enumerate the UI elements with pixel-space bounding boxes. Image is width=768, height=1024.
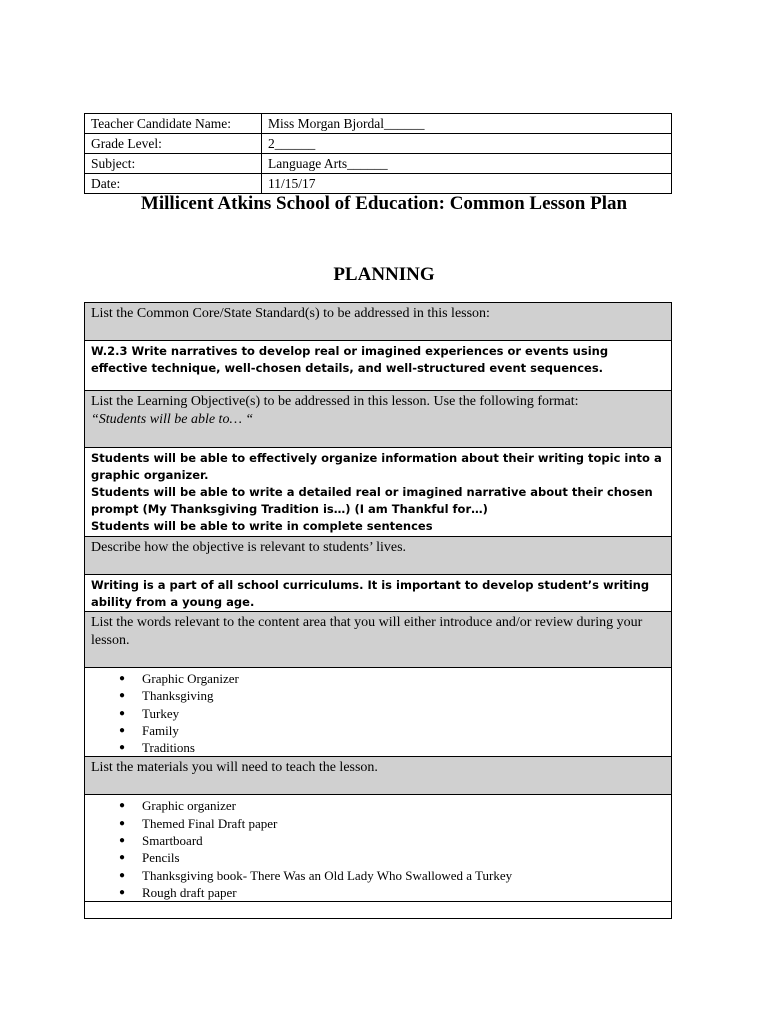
info-row-grade xyxy=(85,134,672,154)
standards-prompt-row xyxy=(85,303,672,341)
materials-prompt: List the materials you will need to teach the lesson. xyxy=(85,757,672,795)
objectives-prompt: List the Learning Objective(s) to be addressed in this lesson. Use the following format: xyxy=(91,394,579,409)
vocabulary-answer-cell xyxy=(85,668,672,757)
relevance-answer-row xyxy=(85,575,672,612)
standards-answer: W.2.3 Write narratives to develop real or imagined experiences or events using effective technique, well-chosen details, and well-structured event sequences. xyxy=(85,341,672,391)
objectives-format-example: “Students will be able to… “ xyxy=(91,412,254,427)
document-title: Millicent Atkins School of Education: Common Lesson Plan xyxy=(140,193,628,214)
date-value: 11/15/17 xyxy=(262,174,672,194)
planning-table xyxy=(84,302,672,919)
list-item: ● Traditions xyxy=(119,739,665,756)
vocabulary-prompt: List the words relevant to the content area that you will either introduce and/or review during your lesson. xyxy=(85,612,672,668)
list-item: ● Graphic Organizer xyxy=(119,670,665,687)
list-item: ● Thanksgiving xyxy=(119,687,665,704)
relevance-prompt: Describe how the objective is relevant to students’ lives. xyxy=(85,537,672,575)
empty-cell xyxy=(85,902,672,919)
objectives-prompt-row xyxy=(85,391,672,448)
grade-level-value: 2______ xyxy=(262,134,672,154)
standards-prompt: List the Common Core/State Standard(s) to be addressed in this lesson: xyxy=(85,303,672,341)
subject-label: Subject: xyxy=(85,154,262,174)
objectives-answer-row xyxy=(85,448,672,537)
info-row-date xyxy=(85,174,672,194)
materials-prompt-row xyxy=(85,757,672,795)
relevance-prompt-row xyxy=(85,537,672,575)
materials-answer-cell xyxy=(85,795,672,902)
teacher-name-value: Miss Morgan Bjordal______ xyxy=(262,114,672,134)
list-item: ● Thanksgiving book- There Was an Old Lady Who Swallowed a Turkey xyxy=(119,867,665,884)
list-item: ● Pencils xyxy=(119,849,665,866)
objectives-answer-cell xyxy=(85,448,672,537)
materials-answer-row xyxy=(85,795,672,902)
materials-list xyxy=(91,797,665,901)
info-row-name xyxy=(85,114,672,134)
list-item: ● Turkey xyxy=(119,705,665,722)
info-row-subject xyxy=(85,154,672,174)
objective-item: Students will be able to write a detailed real or imagined narrative about their chosen prompt (My Thanksgiving Tradition is…) (I am Thankful for…) xyxy=(91,485,653,516)
vocabulary-list xyxy=(91,670,665,756)
list-item: ● Smartboard xyxy=(119,832,665,849)
list-item: ● Graphic organizer xyxy=(119,797,665,814)
objective-item: Students will be able to write in complete sentences xyxy=(91,519,433,533)
grade-level-label: Grade Level: xyxy=(85,134,262,154)
subject-value: Language Arts______ xyxy=(262,154,672,174)
list-item: ● Themed Final Draft paper xyxy=(119,815,665,832)
vocabulary-answer-row xyxy=(85,668,672,757)
standards-answer-row xyxy=(85,341,672,391)
vocabulary-prompt-row xyxy=(85,612,672,668)
objectives-prompt-cell xyxy=(85,391,672,448)
list-item: ● Family xyxy=(119,722,665,739)
empty-row xyxy=(85,902,672,919)
relevance-answer: Writing is a part of all school curriculums. It is important to develop student’s writing ability from a young age. xyxy=(85,575,672,612)
section-title: PLANNING xyxy=(333,264,435,285)
teacher-name-label: Teacher Candidate Name: xyxy=(85,114,262,134)
teacher-info-table xyxy=(84,113,672,194)
date-label: Date: xyxy=(85,174,262,194)
objective-item: Students will be able to effectively organize information about their writing topic into a graphic organizer. xyxy=(91,451,662,482)
list-item: ● Rough draft paper xyxy=(119,884,665,901)
